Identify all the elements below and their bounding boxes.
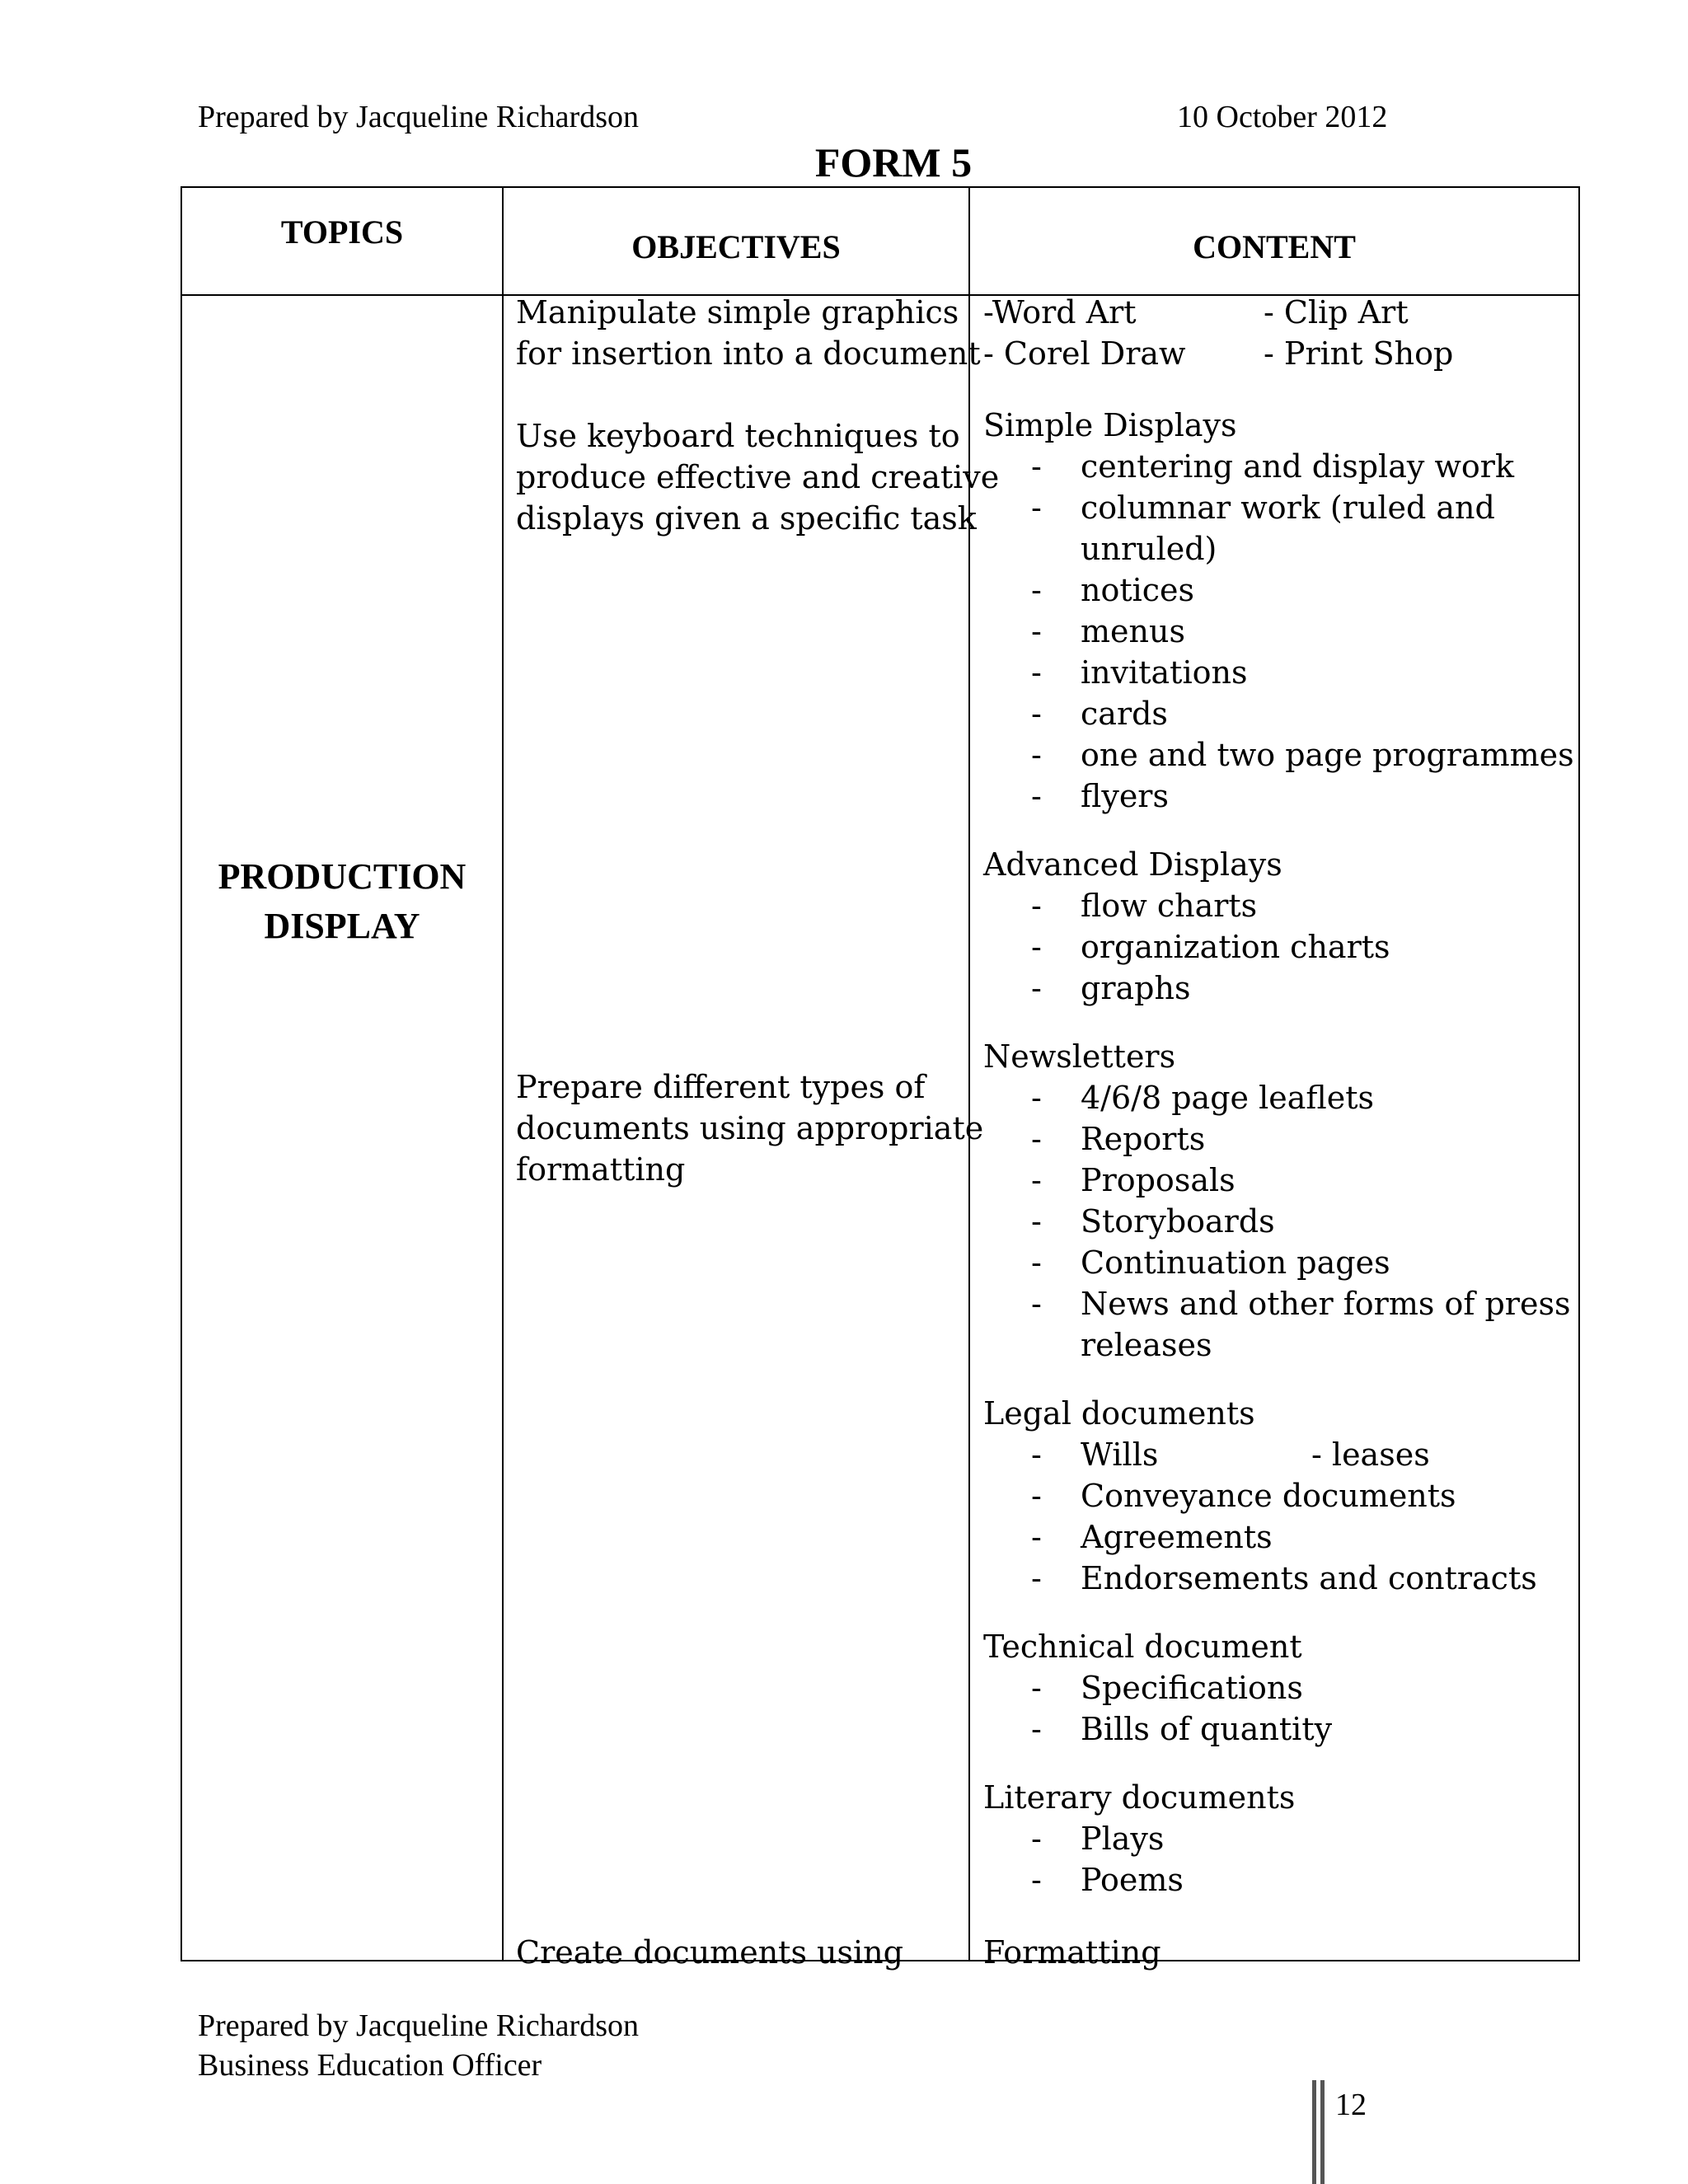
- technical-dashes: - -: [1031, 1670, 1042, 1747]
- list-item: one and two page programmes: [1081, 737, 1574, 773]
- list-item: invitations: [1081, 654, 1248, 691]
- header-content: CONTENT: [1193, 228, 1356, 265]
- topic-line-1: PRODUCTION: [218, 856, 467, 897]
- list-item: Poems: [1081, 1862, 1184, 1898]
- content-graphics-b: [1264, 292, 1453, 374]
- objective-graphics: [516, 292, 981, 374]
- objective-line: produce effective and creative: [516, 459, 1000, 495]
- objective-line: displays given a specific task: [516, 500, 977, 537]
- objective-line: documents using appropriate: [516, 1110, 984, 1146]
- list-item: Storyboards: [1081, 1203, 1275, 1240]
- list-item: organization charts: [1081, 929, 1390, 965]
- section-title-legal: Legal documents: [983, 1395, 1255, 1432]
- content-item: - Clip Art: [1264, 294, 1409, 330]
- simple-dashes: - - - - - - - -: [1031, 448, 1042, 814]
- objective-line: for insertion into a document: [516, 335, 981, 372]
- content-item: - Corel Draw: [983, 335, 1186, 372]
- topic-cell: [182, 852, 502, 951]
- objective-create: [516, 1932, 903, 1973]
- simple-displays-list: [1081, 446, 1574, 817]
- list-item: Proposals: [1081, 1162, 1236, 1198]
- advanced-displays-list: [1081, 885, 1390, 1009]
- literary-dashes: - -: [1031, 1821, 1042, 1898]
- section-title-newsletters: Newsletters: [983, 1038, 1176, 1075]
- objective-documents: [516, 1066, 983, 1190]
- list-item: unruled): [1081, 531, 1217, 567]
- header-prepared-by: Prepared by Jacqueline Richardson: [198, 100, 639, 134]
- footer-bar-left: [1312, 2080, 1316, 2184]
- legal-list: [1081, 1434, 1537, 1599]
- list-item: Agreements: [1081, 1519, 1273, 1555]
- list-item: Continuation pages: [1081, 1244, 1390, 1281]
- list-item: releases: [1081, 1327, 1212, 1363]
- page-number: 12: [1335, 2088, 1367, 2122]
- technical-list: [1081, 1667, 1332, 1750]
- list-item: graphs: [1081, 970, 1191, 1006]
- list-item: Plays: [1081, 1821, 1165, 1857]
- list-item: Conveyance documents: [1081, 1478, 1456, 1514]
- objective-line: Create documents using: [516, 1934, 903, 1971]
- objective-line: formatting: [516, 1151, 686, 1188]
- section-title-simple: Simple Displays: [983, 407, 1237, 443]
- footer-prepared-by: Prepared by Jacqueline Richardson: [198, 2008, 639, 2043]
- list-item: News and other forms of press: [1081, 1286, 1571, 1322]
- list-item: flow charts: [1081, 888, 1258, 924]
- header-topics: TOPICS: [280, 213, 404, 251]
- newsletters-list: [1081, 1077, 1570, 1366]
- list-item: Bills of quantity: [1081, 1711, 1333, 1747]
- list-item: menus: [1081, 613, 1185, 649]
- page-title: FORM 5: [814, 139, 973, 185]
- literary-list: [1081, 1818, 1184, 1900]
- list-item: notices: [1081, 572, 1195, 608]
- list-item: Specifications: [1081, 1670, 1303, 1706]
- content-graphics-a: [983, 292, 1186, 374]
- objective-line: Prepare different types of: [516, 1069, 926, 1105]
- legal-dashes: - - - -: [1031, 1436, 1042, 1596]
- footer-role: Business Education Officer: [198, 2048, 542, 2083]
- list-item: 4/6/8 page leaflets: [1081, 1080, 1374, 1116]
- advanced-dashes: - - -: [1031, 888, 1042, 1006]
- list-item: cards: [1081, 696, 1168, 732]
- list-item: Reports: [1081, 1121, 1206, 1157]
- section-title-technical: Technical document: [983, 1629, 1302, 1665]
- header-objectives: OBJECTIVES: [631, 228, 841, 265]
- content-item: - Print Shop: [1264, 335, 1454, 372]
- list-item: Endorsements and contracts: [1081, 1560, 1537, 1596]
- newsletters-dashes: - - - - - -: [1031, 1080, 1042, 1322]
- footer-bar-right: [1320, 2080, 1325, 2184]
- section-title-formatting: Formatting: [983, 1934, 1161, 1971]
- topic-line-2: DISPLAY: [264, 906, 420, 946]
- header-date: 10 October 2012: [1177, 100, 1388, 134]
- objective-line: Manipulate simple graphics: [516, 294, 959, 330]
- list-item: columnar work (ruled and: [1081, 490, 1495, 526]
- column-divider-1: [502, 186, 504, 1961]
- section-title-advanced: Advanced Displays: [983, 846, 1282, 883]
- content-item: -Word Art: [983, 294, 1137, 330]
- section-title-literary: Literary documents: [983, 1779, 1296, 1816]
- list-item: flyers: [1081, 778, 1169, 814]
- objective-keyboard: [516, 415, 999, 539]
- list-item: centering and display work: [1081, 448, 1514, 485]
- list-item: Wills: [1081, 1436, 1159, 1473]
- legal-leases: - leases: [1311, 1436, 1430, 1473]
- objective-line: Use keyboard techniques to: [516, 418, 960, 454]
